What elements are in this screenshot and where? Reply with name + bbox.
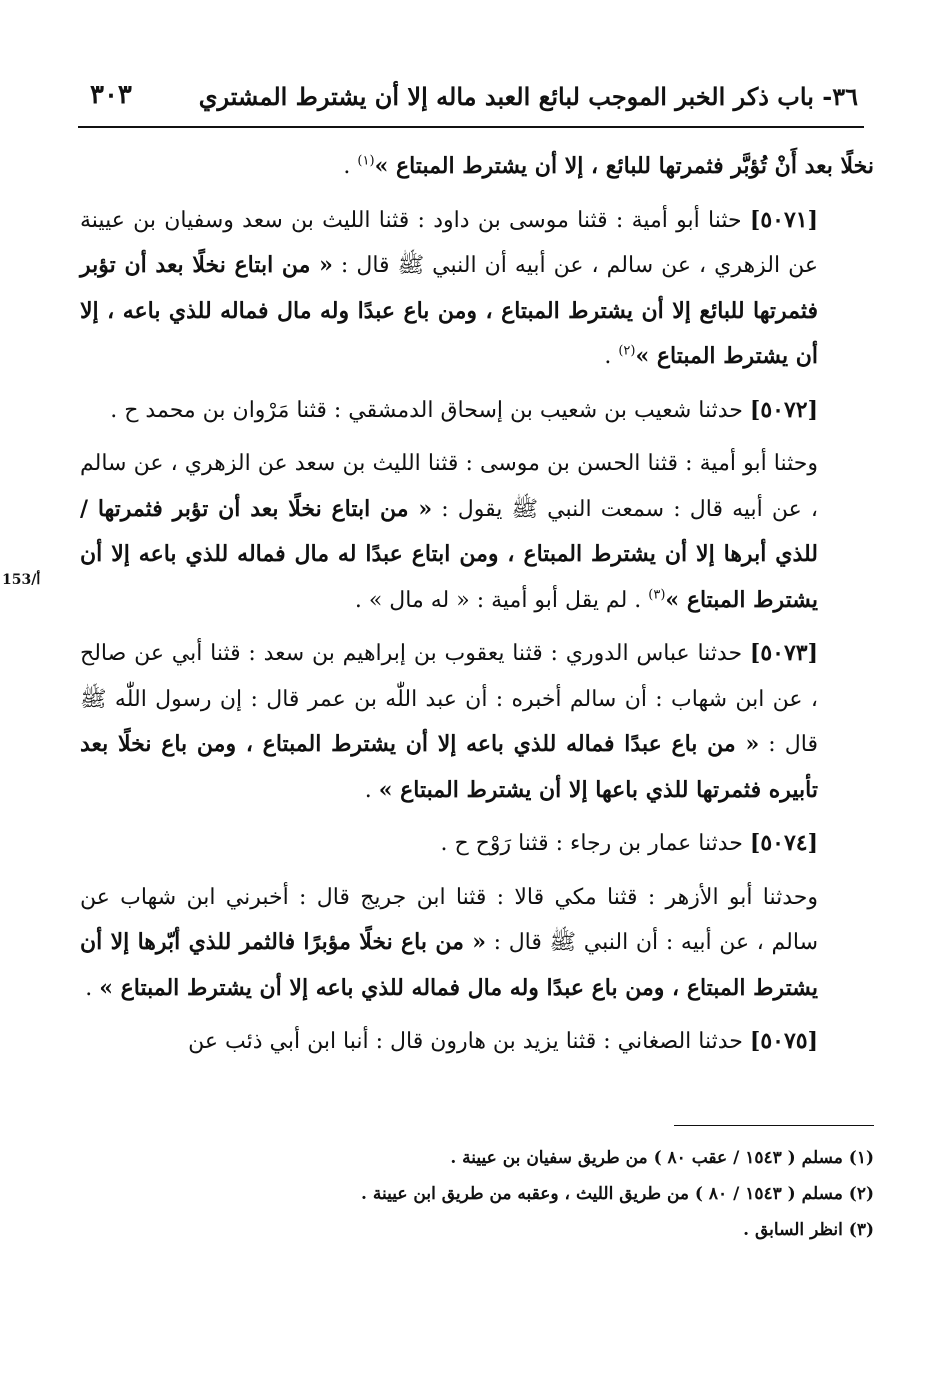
hadith-number: [٥٠٧١] (749, 206, 818, 233)
hadith-5074 (80, 821, 874, 867)
trailing-text: . (343, 154, 358, 179)
isnad-text: حدثنا عمار بن رجاء : قثنا رَوْح ح . (440, 831, 750, 856)
hadith-5074-second-chain (80, 875, 874, 1012)
hadith-number: [٥٠٧٢] (749, 396, 818, 423)
hadith-number: [٥٠٧٤] (749, 830, 818, 856)
isnad-text: حدثنا الصغاني : قثنا يزيد بن هارون قال : أنبا ابن أبي ذئب عن (188, 1029, 750, 1054)
hadith-number: [٥٠٧٥] (749, 1028, 818, 1054)
header-divider (78, 126, 864, 128)
isnad-text: حدثنا عباس الدوري : قثنا يعقوب بن إبراهيم بن سعد : قثنا أبي عن صالح ، عن ابن شهاب : أن سالم أخبره : أن عبد اللّٰه بن عمر قال : إن رسول اللّٰه ﷺ قال : (80, 641, 818, 757)
footnote-ref: (٢) (618, 343, 636, 359)
running-header (80, 78, 858, 118)
chapter-title: ٣٦- باب ذكر الخبر الموجب لبائع العبد ماله إلا أن يشترط المشتري (198, 82, 858, 111)
footnote-ref: (٣) (648, 587, 666, 603)
hadith-5075 (80, 1019, 874, 1065)
trailing-text: . لم يقل أبو أمية : « له مال » . (354, 587, 649, 613)
hadith-number: [٥٠٧٣] (749, 640, 818, 666)
hadith-text: « من ابتاع نخلًا بعد أن تؤبر فثمرتها / للذي أبرها إلا أن يشترط المبتاع ، ومن ابتاع عبدًا له مال فماله للذي باعه إلا أن يشترط المبتاع » (80, 495, 818, 613)
trailing-text: . (364, 777, 379, 803)
isnad-text: حدثنا شعيب بن شعيب بن إسحاق الدمشقي : قثنا مَرْوان بن محمد ح . (110, 397, 750, 423)
page-number: ٣٠٣ (90, 80, 132, 110)
footnote-ref: (١) (357, 153, 375, 169)
isnad-text: وحثنا أبو أمية : قثنا الحسن بن موسى : قثنا الليث بن سعد عن الزهري ، عن سالم ، عن أبيه قال : سمعت النبي ﷺ يقول : (80, 451, 818, 522)
hadith-5071 (80, 198, 874, 380)
hadith-text: « من باع نخلًا مؤبرًا فالثمر للذي أبّرها إلا أن يشترط المبتاع ، ومن باع عبدًا وله مال فماله للذي باعه إلا أن يشترط المبتاع » (80, 929, 818, 1001)
main-text (80, 144, 874, 1065)
trailing-text: . (85, 975, 100, 1001)
hadith-text: « من باع عبدًا فماله للذي باعه إلا أن يشترط المبتاع ، ومن باع نخلًا بعد تأبيره فثمرتها للذي باعها إلا أن يشترط المبتاع » (80, 731, 818, 803)
hadith-5072 (80, 388, 874, 434)
footnote-2: (٢) مسلم ( ١٥٤٣ / ٨٠ ) من طريق الليث ، وعقبه من طريق ابن عيينة . (361, 1184, 874, 1204)
footnotes (200, 1140, 874, 1248)
footnote-3: (٣) انظر السابق . (743, 1220, 874, 1240)
hadith-text: نخلًا بعد أَنْ تُؤبَّر فثمرتها للبائع ، إلا أن يشترط المبتاع » (374, 153, 874, 179)
hadith-text: « من ابتاع نخلًا بعد أن تؤبر فثمرتها للبائع إلا أن يشترط المبتاع ، ومن باع عبدًا وله مال فماله للذي باعه ، إلا أن يشترط المبتاع » (80, 252, 818, 369)
isnad-text: وحدثنا أبو الأزهر : قثنا مكي قالا : قثنا ابن جريج قال : أخبرني ابن شهاب عن سالم ، عن أبيه : أن النبي ﷺ قال : (80, 884, 819, 955)
hadith-5072-second-chain (80, 441, 874, 623)
manuscript-folio-note: 153/أ (2, 572, 41, 588)
hadith-continuation (80, 144, 874, 190)
footnote-1: (١) مسلم ( ١٥٤٣ / عقب ٨٠ ) من طريق سفيان بن عيينة . (450, 1148, 874, 1168)
hadith-5073 (80, 631, 874, 813)
trailing-text: . (604, 344, 619, 369)
isnad-text: حثنا أبو أمية : قثنا موسى بن داود : قثنا الليث بن سعد وسفيان بن عيينة عن الزهري ، عن سالم ، عن أبيه أن النبي ﷺ قال : (80, 207, 818, 278)
footnote-divider (674, 1125, 874, 1126)
